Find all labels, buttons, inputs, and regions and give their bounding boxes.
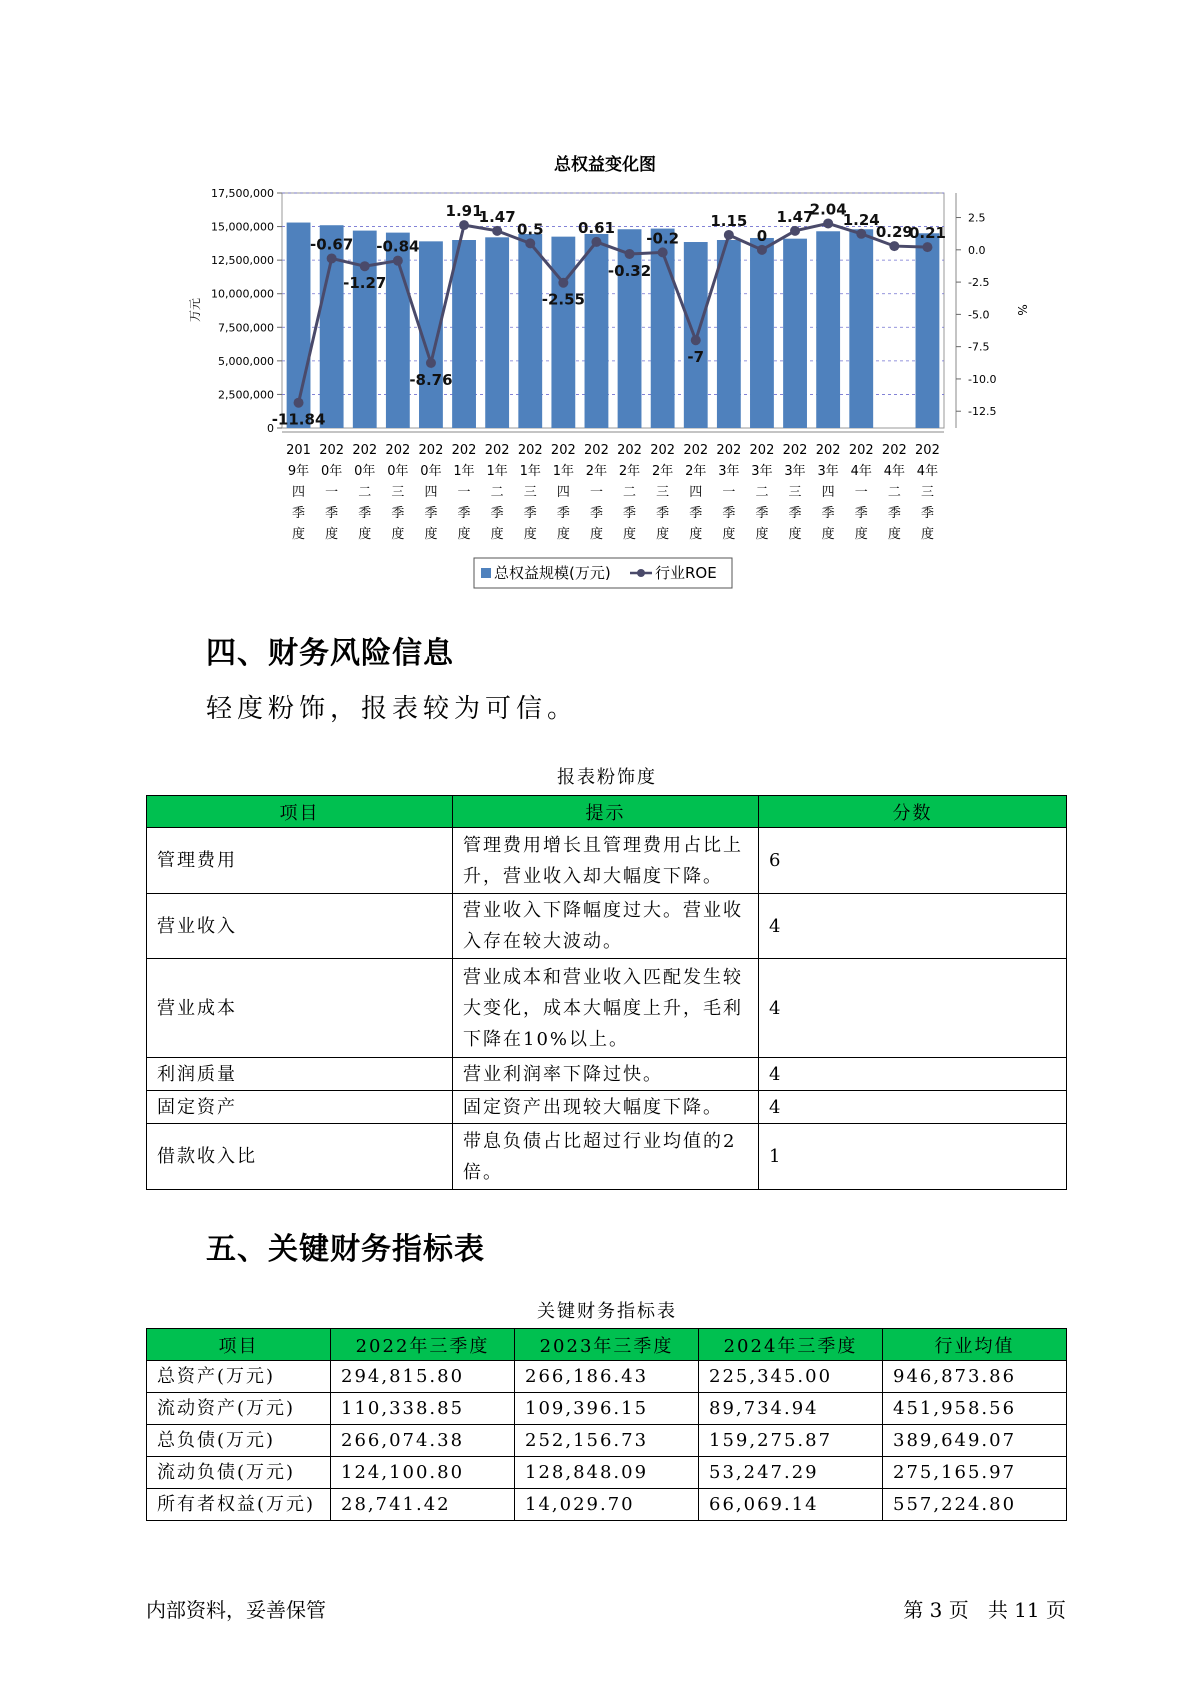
section-5-title: 五、关键财务指标表 [206, 1232, 485, 1267]
roe-point [492, 226, 502, 236]
bar [684, 242, 708, 428]
kpi-value: 275,165.97 [883, 1457, 1067, 1489]
risk-table [146, 795, 1067, 1190]
bar [916, 233, 940, 428]
left-tick-label: 12,500,000 [211, 254, 274, 268]
table-row [147, 1091, 1067, 1124]
kpi-header: 2022年三季度 [331, 1329, 515, 1361]
left-tick-label: 10,000,000 [211, 287, 274, 301]
kpi-table-caption: 关键财务指标表 [537, 1301, 677, 1322]
x-tick-label: 202 1年四季度 [550, 443, 576, 542]
table-row [147, 1393, 1067, 1425]
x-tick-label: 202 2年四季度 [683, 443, 709, 542]
roe-data-label: 0.61 [577, 218, 615, 237]
kpi-value: 266,186.43 [515, 1361, 699, 1393]
x-tick-label: 202 0年一季度 [319, 443, 345, 542]
risk-score: 4 [759, 894, 1067, 959]
x-tick-label: 202 2年二季度 [617, 443, 642, 542]
roe-data-label: -7 [687, 348, 705, 367]
x-tick-label: 202 0年二季度 [352, 443, 378, 542]
bar [485, 237, 509, 428]
kpi-item: 总负债(万元) [147, 1425, 331, 1457]
kpi-value: 389,649.07 [883, 1425, 1067, 1457]
roe-data-label: 2.04 [809, 200, 847, 219]
risk-hint: 营业利润率下降过快。 [453, 1058, 759, 1091]
table-row [147, 1361, 1067, 1393]
roe-point [724, 230, 734, 240]
bar [518, 234, 542, 428]
right-tick-label: 2.5 [968, 211, 986, 225]
kpi-value: 557,224.80 [883, 1489, 1067, 1521]
roe-point [558, 278, 568, 288]
legend-line-marker [637, 569, 645, 577]
x-tick-label: 202 0年三季度 [385, 443, 411, 542]
right-tick-label: -5.0 [968, 308, 990, 322]
bar [750, 238, 774, 428]
table-row [147, 1457, 1067, 1489]
roe-point [823, 218, 833, 228]
roe-point [360, 261, 370, 271]
kpi-header: 项目 [147, 1329, 331, 1361]
roe-point [393, 256, 403, 266]
kpi-value: 89,734.94 [699, 1393, 883, 1425]
left-tick-label: 2,500,000 [218, 388, 274, 402]
kpi-value: 266,074.38 [331, 1425, 515, 1457]
risk-header-hint: 提示 [453, 796, 759, 828]
roe-point [658, 247, 668, 257]
legend-bar-swatch [481, 568, 491, 578]
risk-header-item: 项目 [147, 796, 453, 828]
kpi-value: 451,958.56 [883, 1393, 1067, 1425]
right-tick-label: -12.5 [968, 405, 997, 419]
x-tick-label: 202 2年三季度 [650, 443, 676, 542]
legend-line-label: 行业ROE [655, 564, 717, 582]
page-number: 第 3 页 共 11 页 [903, 1598, 1066, 1622]
left-tick-label: 17,500,000 [211, 187, 274, 200]
legend-bar-label: 总权益规模(万元) [494, 564, 611, 582]
bar [717, 240, 741, 428]
kpi-item: 总资产(万元) [147, 1361, 331, 1393]
roe-point [922, 242, 932, 252]
table-row [147, 1425, 1067, 1457]
roe-point [889, 241, 899, 251]
roe-point [294, 398, 304, 408]
bar [783, 239, 807, 428]
kpi-header: 行业均值 [883, 1329, 1067, 1361]
roe-point [459, 220, 469, 230]
right-tick-label: -2.5 [968, 276, 990, 290]
table-row [147, 1124, 1067, 1190]
roe-point [625, 249, 635, 259]
roe-data-label: -11.84 [271, 410, 326, 429]
roe-data-label: 0.29 [875, 223, 913, 242]
section-4-title: 四、财务风险信息 [206, 636, 454, 671]
kpi-value: 109,396.15 [515, 1393, 699, 1425]
roe-data-label: -0.67 [310, 235, 354, 254]
kpi-value: 53,247.29 [699, 1457, 883, 1489]
x-tick-label: 202 1年三季度 [517, 443, 543, 542]
risk-hint: 带息负债占比超过行业均值的2倍。 [453, 1124, 759, 1190]
left-tick-label: 5,000,000 [218, 354, 274, 368]
kpi-value: 28,741.42 [331, 1489, 515, 1521]
risk-hint: 营业成本和营业收入匹配发生较大变化，成本大幅度上升，毛利下降在10%以上。 [453, 959, 759, 1058]
table-row [147, 894, 1067, 959]
bar [618, 229, 642, 428]
x-tick-label: 202 1年二季度 [484, 443, 510, 542]
risk-score: 4 [759, 1058, 1067, 1091]
roe-data-label: 1.15 [710, 211, 748, 230]
risk-hint: 营业收入下降幅度过大。营业收入存在较大波动。 [453, 894, 759, 959]
kpi-value: 128,848.09 [515, 1457, 699, 1489]
risk-score: 4 [759, 959, 1067, 1058]
left-axis-label: 万元 [188, 297, 202, 323]
roe-point [327, 253, 337, 263]
roe-point [525, 238, 535, 248]
kpi-value: 225,345.00 [699, 1361, 883, 1393]
bar [816, 231, 840, 428]
roe-data-label: -1.27 [343, 274, 387, 293]
left-tick-label: 7,500,000 [218, 321, 274, 335]
kpi-table [146, 1328, 1067, 1521]
x-tick-label: 202 4年一季度 [848, 443, 874, 542]
roe-data-label: -0.84 [376, 237, 420, 256]
kpi-value: 946,873.86 [883, 1361, 1067, 1393]
bar [651, 229, 675, 428]
bar [849, 229, 873, 428]
bar [585, 234, 609, 428]
x-tick-label: 202 4年三季度 [915, 443, 940, 542]
risk-item: 固定资产 [147, 1091, 453, 1124]
right-axis-label: % [1015, 304, 1029, 316]
roe-data-label: -0.2 [646, 229, 680, 248]
roe-data-label: 0.5 [516, 220, 544, 239]
roe-point [757, 245, 767, 255]
bar [353, 231, 377, 428]
x-tick-label: 202 4年二季度 [881, 443, 907, 542]
kpi-header: 2024年三季度 [699, 1329, 883, 1361]
kpi-value: 110,338.85 [331, 1393, 515, 1425]
roe-point [856, 229, 866, 239]
kpi-item: 流动资产(万元) [147, 1393, 331, 1425]
roe-point [691, 335, 701, 345]
right-tick-label: 0.0 [968, 243, 986, 257]
kpi-item: 流动负债(万元) [147, 1457, 331, 1489]
equity-chart [0, 0, 1191, 600]
roe-point [591, 237, 601, 247]
risk-header-score: 分数 [759, 796, 1067, 828]
risk-score: 6 [759, 828, 1067, 894]
left-tick-label: 15,000,000 [211, 220, 274, 234]
x-tick-label: 202 3年一季度 [716, 443, 742, 542]
kpi-item: 所有者权益(万元) [147, 1489, 331, 1521]
chart-title: 总权益变化图 [554, 155, 656, 175]
kpi-value: 159,275.87 [699, 1425, 883, 1457]
roe-point [790, 226, 800, 236]
table-row [147, 959, 1067, 1058]
table-row [147, 828, 1067, 894]
risk-item: 借款收入比 [147, 1124, 453, 1190]
roe-data-label: 1.47 [776, 207, 814, 226]
x-tick-label: 202 1年一季度 [451, 443, 477, 542]
table-row [147, 1058, 1067, 1091]
kpi-value: 252,156.73 [515, 1425, 699, 1457]
x-tick-label: 202 0年四季度 [418, 443, 444, 542]
risk-item: 营业收入 [147, 894, 453, 959]
roe-data-label: 1.47 [478, 207, 516, 226]
roe-data-label: 1.24 [842, 210, 880, 229]
kpi-value: 294,815.80 [331, 1361, 515, 1393]
kpi-value: 14,029.70 [515, 1489, 699, 1521]
x-tick-label: 202 2年一季度 [584, 443, 609, 542]
right-tick-label: -10.0 [968, 372, 997, 386]
x-tick-label: 202 3年三季度 [782, 443, 808, 542]
roe-data-label: -8.76 [409, 370, 453, 389]
roe-data-label: 1.91 [445, 202, 483, 221]
roe-data-label: 0 [756, 226, 768, 245]
risk-table-caption: 报表粉饰度 [557, 767, 657, 788]
risk-item: 利润质量 [147, 1058, 453, 1091]
roe-point [426, 358, 436, 368]
risk-score: 1 [759, 1124, 1067, 1190]
roe-data-label: -0.32 [607, 261, 652, 280]
x-tick-label: 202 3年二季度 [749, 443, 775, 542]
roe-data-label: -2.55 [541, 290, 585, 309]
kpi-header: 2023年三季度 [515, 1329, 699, 1361]
x-tick-label: 202 3年四季度 [815, 443, 841, 542]
risk-score: 4 [759, 1091, 1067, 1124]
risk-item: 营业成本 [147, 959, 453, 1058]
risk-item: 管理费用 [147, 828, 453, 894]
risk-hint: 管理费用增长且管理费用占比上升，营业收入却大幅度下降。 [453, 828, 759, 894]
x-tick-label: 201 9年四季度 [286, 443, 311, 542]
kpi-value: 124,100.80 [331, 1457, 515, 1489]
bar [551, 237, 575, 428]
roe-data-label: 0.21 [908, 224, 946, 243]
footer-note: 内部资料，妥善保管 [146, 1598, 326, 1622]
right-tick-label: -7.5 [968, 340, 990, 354]
bar [452, 240, 476, 428]
kpi-value: 66,069.14 [699, 1489, 883, 1521]
risk-summary: 轻度粉饰，报表较为可信。 [206, 694, 579, 724]
left-tick-label: 0 [267, 422, 274, 435]
table-row [147, 1489, 1067, 1521]
risk-hint: 固定资产出现较大幅度下降。 [453, 1091, 759, 1124]
